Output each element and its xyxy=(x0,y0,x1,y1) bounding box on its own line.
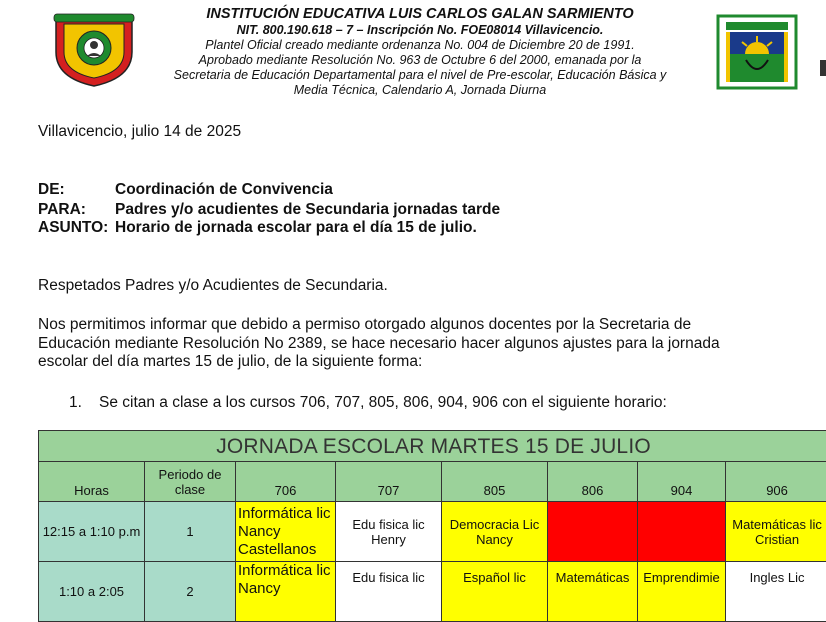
header-course-906: 906 xyxy=(726,462,826,502)
greeting: Respetados Padres y/o Acudientes de Secundaria. xyxy=(38,277,388,295)
table-row xyxy=(39,502,826,562)
body-line-2: Educación mediante Resolución No 2389, se hace necesario hacer algunos ajustes para la jornada xyxy=(38,335,720,353)
header-course-706: 706 xyxy=(236,462,336,502)
asunto-value: Horario de jornada escolar para el día 15 de julio. xyxy=(115,219,477,237)
body-line-1: Nos permitimos informar que debido a permiso otorgado algunos docentes por la Secretaria de xyxy=(38,316,691,334)
para-value: Padres y/o acudientes de Secundaria jornadas tarde xyxy=(115,201,500,219)
de-value: Coordinación de Convivencia xyxy=(115,181,333,199)
header-line-1: Plantel Oficial creado mediante ordenanza No. 004 de Diciembre 20 de 1991. xyxy=(140,38,700,53)
row1-hours: 12:15 a 1:10 p.m xyxy=(39,502,145,562)
row2-906: Ingles Lic xyxy=(726,562,826,622)
schedule-title: JORNADA ESCOLAR MARTES 15 DE JULIO xyxy=(39,431,826,462)
row1-706: Informática lic Nancy Castellanos xyxy=(236,502,336,562)
schedule-table xyxy=(38,430,826,622)
list-item: Se citan a clase a los cursos 706, 707, 805, 806, 904, 906 con el siguiente horario: xyxy=(99,394,667,412)
header-course-806: 806 xyxy=(548,462,638,502)
letterhead xyxy=(140,6,700,98)
asunto-label: ASUNTO: xyxy=(38,219,108,237)
row1-805: Democracia Lic Nancy xyxy=(442,502,548,562)
row2-707: Edu fisica lic xyxy=(336,562,442,622)
header-course-805: 805 xyxy=(442,462,548,502)
header-line-4: Media Técnica, Calendario A, Jornada Diurna xyxy=(140,83,700,98)
nit-line: NIT. 800.190.618 – 7 – Inscripción No. FOE08014 Villavicencio. xyxy=(140,23,700,38)
header-course-904: 904 xyxy=(638,462,726,502)
header-line-2: Aprobado mediante Resolución No. 963 de Octubre 6 del 2000, emanada por la xyxy=(140,53,700,68)
header-period: Periodo de clase xyxy=(145,462,236,502)
school-logo-right xyxy=(716,14,798,90)
row1-906: Matemáticas lic Cristian xyxy=(726,502,826,562)
de-label: DE: xyxy=(38,181,65,199)
table-row xyxy=(39,562,826,622)
body-line-3: escolar del día martes 15 de julio, de la siguiente forma: xyxy=(38,353,422,371)
header-course-707: 707 xyxy=(336,462,442,502)
edge-mark xyxy=(820,60,826,76)
school-logo-left xyxy=(52,12,136,88)
header-line-3: Secretaria de Educación Departamental para el nivel de Pre-escolar, Educación Básica y xyxy=(140,68,700,83)
row1-904 xyxy=(638,502,726,562)
row1-806 xyxy=(548,502,638,562)
para-label: PARA: xyxy=(38,201,86,219)
institution-name: INSTITUCIÓN EDUCATIVA LUIS CARLOS GALAN SARMIENTO xyxy=(140,6,700,23)
row2-805: Español lic xyxy=(442,562,548,622)
row2-706: Informática lic Nancy xyxy=(236,562,336,622)
row2-hours: 1:10 a 2:05 xyxy=(39,562,145,622)
date-line: Villavicencio, julio 14 de 2025 xyxy=(38,123,241,141)
header-hours: Horas xyxy=(39,462,145,502)
row1-707: Edu fisica lic Henry xyxy=(336,502,442,562)
row2-904: Emprendimie xyxy=(638,562,726,622)
row2-806: Matemáticas xyxy=(548,562,638,622)
list-number: 1. xyxy=(69,394,82,412)
row1-period: 1 xyxy=(145,502,236,562)
row2-period: 2 xyxy=(145,562,236,622)
